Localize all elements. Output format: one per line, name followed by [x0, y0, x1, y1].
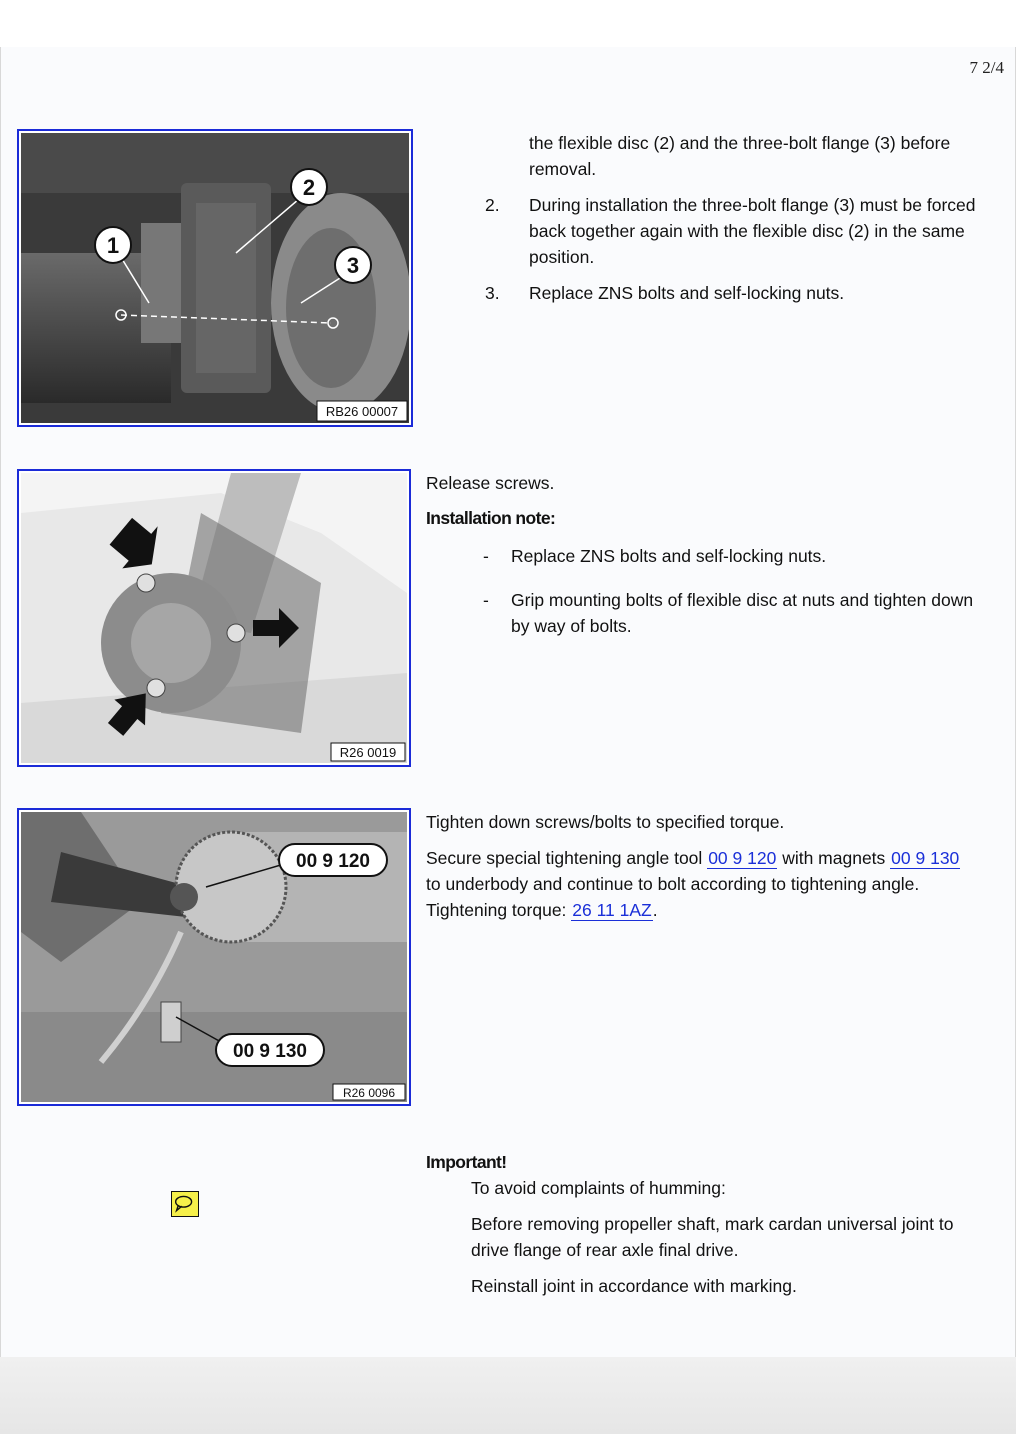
bullet-text: Grip mounting bolts of flexible disc at nuts and tighten down by way of bolts.: [511, 590, 974, 636]
bullet-dash: -: [483, 590, 489, 610]
important-heading: Important!: [426, 1152, 507, 1172]
instruction-text: with magnets: [782, 848, 886, 868]
figure-release-screws-illustration: [21, 473, 407, 763]
section3-text: [426, 809, 961, 923]
instruction-text: .: [652, 900, 658, 920]
list-number: 3.: [485, 283, 500, 303]
instruction-text: Secure special tightening angle tool: [426, 848, 703, 868]
figure-release-screws: [17, 469, 411, 767]
section2-text: [426, 470, 986, 657]
figure-code: R26 0096: [342, 1086, 396, 1100]
list-item-text: Replace ZNS bolts and self-locking nuts.: [529, 283, 845, 303]
bullet-dash: -: [483, 546, 489, 566]
bullet-item: [483, 587, 986, 639]
page-footer-gap: [0, 1357, 1016, 1434]
tool-label-00-9-120: 00 9 120: [296, 851, 370, 872]
important-line: To avoid complaints of humming:: [471, 1178, 726, 1198]
installation-note-heading: Installation note:: [426, 508, 556, 528]
figure-flexible-disc: [17, 129, 413, 427]
figure-tightening-angle-tool-illustration: [21, 812, 407, 1102]
link-torque-26-11-1az[interactable]: 26 11 1AZ: [572, 900, 652, 920]
bullet-item: [483, 543, 986, 569]
instruction-text: to underbody and continue to bolt according to tightening angle. Tightening torque:: [426, 874, 920, 920]
tightening-instructions: [426, 845, 961, 923]
list-item: [485, 192, 989, 270]
important-section: [426, 1149, 976, 1299]
list-item: [485, 280, 989, 306]
list-number: 2.: [485, 195, 500, 215]
callout-3: 3: [346, 253, 360, 278]
figure-tightening-angle-tool: [17, 808, 411, 1106]
tool-label-00-9-130: 00 9 130: [233, 1041, 307, 1062]
important-line: Reinstall joint in accordance with marking.: [471, 1276, 797, 1296]
callout-1: 1: [106, 233, 120, 258]
section1-text: [485, 130, 989, 316]
figure-code: R26 0019: [339, 745, 397, 760]
callout-2: 2: [302, 175, 316, 200]
link-00-9-130[interactable]: 00 9 130: [891, 848, 960, 868]
important-line: Before removing propeller shaft, mark cardan universal joint to drive flange of rear axle final drive.: [471, 1214, 954, 1260]
bullet-text: Replace ZNS bolts and self-locking nuts.: [511, 546, 827, 566]
tighten-text: Tighten down screws/bolts to specified torque.: [426, 812, 785, 832]
figure-flexible-disc-illustration: [21, 133, 409, 423]
release-screws-text: Release screws.: [426, 473, 555, 493]
note-speech-icon[interactable]: [171, 1191, 199, 1217]
link-00-9-120[interactable]: 00 9 120: [708, 848, 777, 868]
continued-text: the flexible disc (2) and the three-bolt flange (3) before removal.: [529, 133, 951, 179]
list-item-text: During installation the three-bolt flange (3) must be forced back together again with the flexible disc (2) in the same position.: [529, 195, 976, 267]
page-number: 7 2/4: [969, 58, 1004, 77]
figure-code: RB26 00007: [325, 404, 399, 419]
